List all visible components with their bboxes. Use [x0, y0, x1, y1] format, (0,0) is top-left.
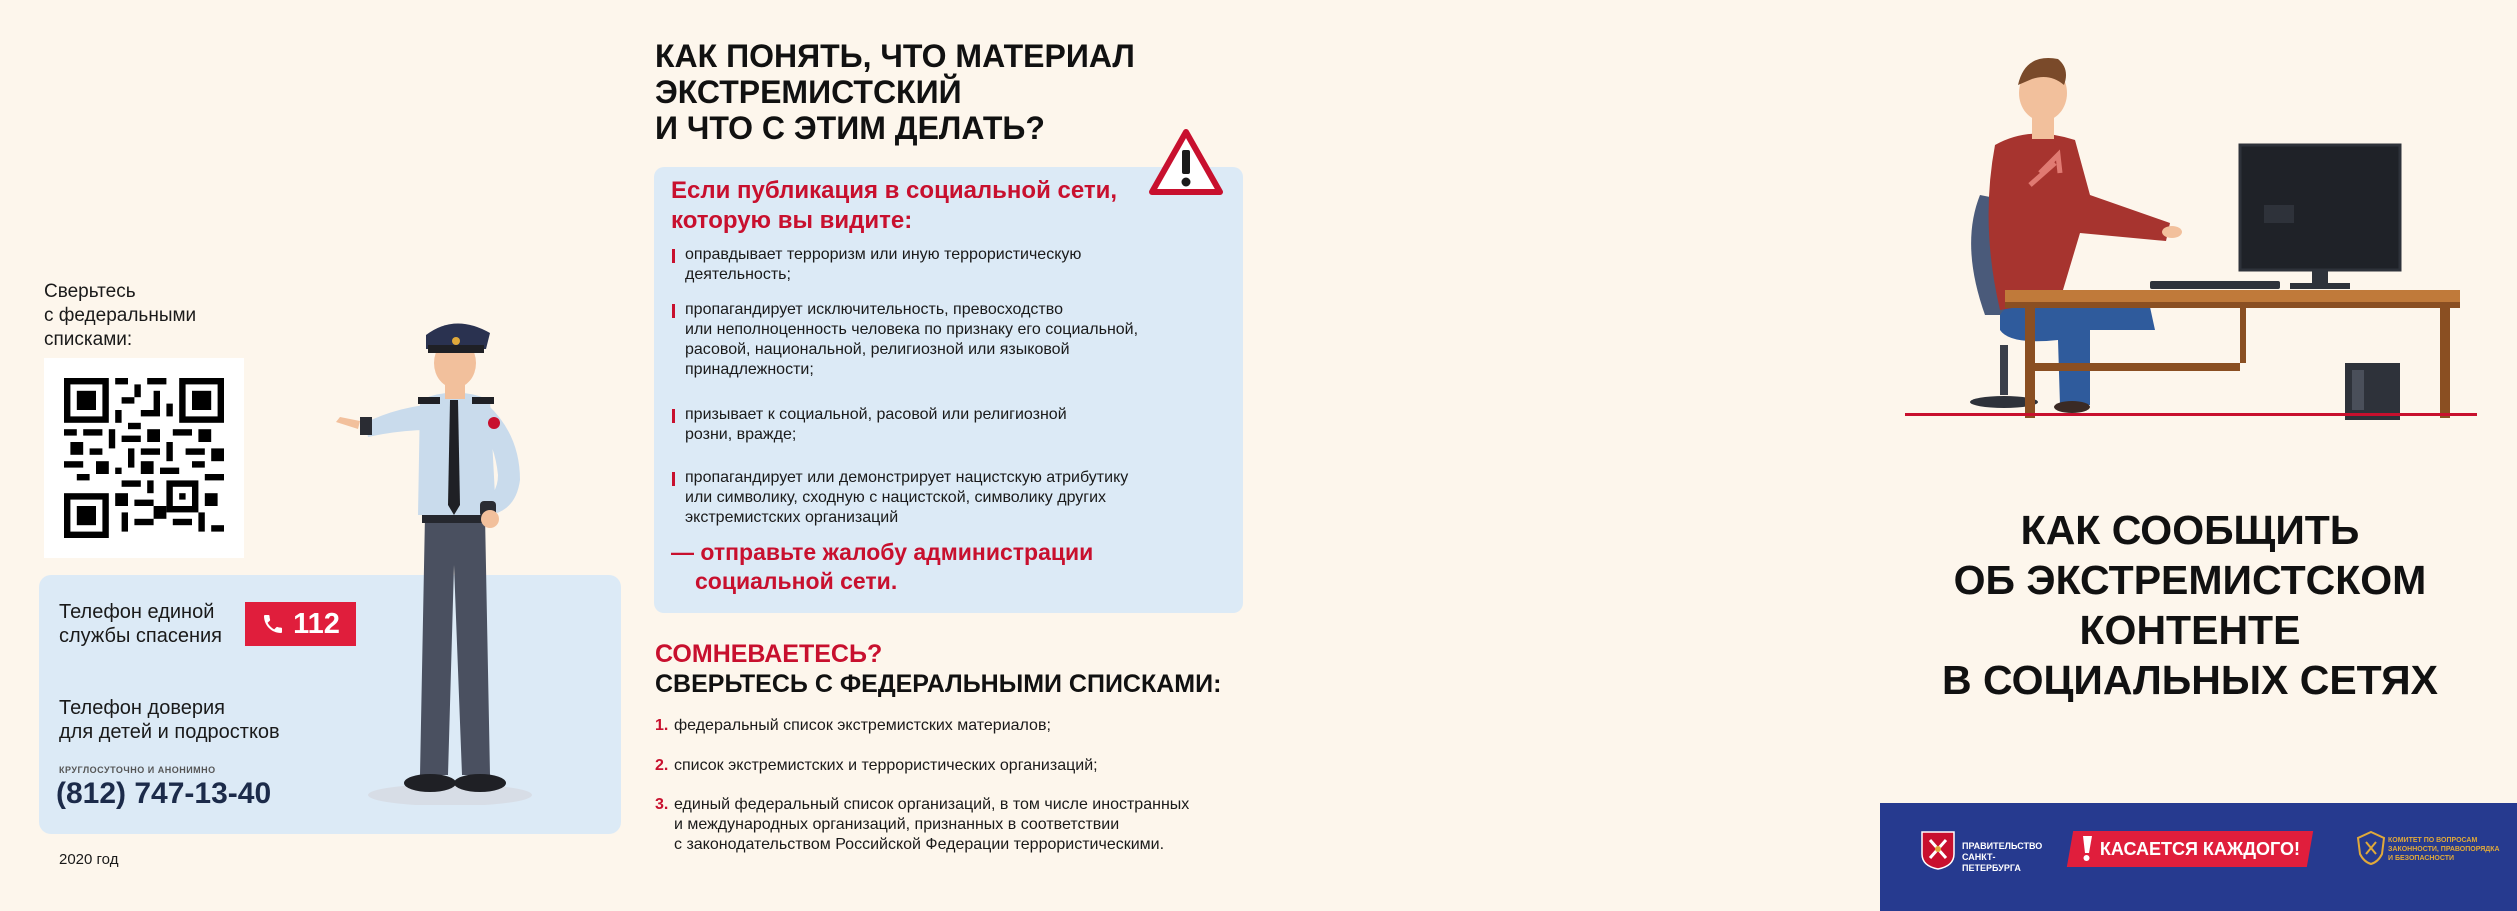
- qr-code-icon: [64, 378, 224, 538]
- anonymous-note: КРУГЛОСУТОЧНО И АНОНИМНО: [59, 765, 216, 775]
- year-label: 2020 год: [59, 851, 119, 868]
- spb-government-label: ПРАВИТЕЛЬСТВО САНКТ-ПЕТЕРБУРГА: [1962, 841, 2043, 873]
- criterion-item: призывает к социальной, расовой или религиозной розни, вражде;: [672, 405, 1225, 445]
- action-advice: — отправьте жалобу администрации социальной сети.: [671, 539, 1094, 594]
- phone-icon: [261, 612, 285, 636]
- trust-line-label: Телефон доверия для детей и подростков: [59, 697, 280, 743]
- committee-label: КОМИТЕТ ПО ВОПРОСАМ ЗАКОННОСТИ, ПРАВОПОРЯДКА И БЕЗОПАСНОСТИ: [2388, 837, 2500, 862]
- criteria-heading: Если публикация в социальной сети, которую вы видите:: [671, 177, 1118, 234]
- check-lists-label: Сверьтесь с федеральными списками:: [44, 281, 197, 350]
- list-item: 1. федеральный список экстремистских материалов;: [655, 717, 1051, 734]
- rescue-service-label: Телефон единой службы спасения: [59, 601, 223, 647]
- spb-government-emblem-icon[interactable]: [1920, 830, 1956, 870]
- trust-phone-number[interactable]: (812) 747-13-40: [56, 777, 272, 810]
- list-item: 2. список экстремистских и террористических организаций;: [655, 757, 1098, 774]
- criterion-item: оправдывает терроризм или иную террористическую деятельность;: [672, 245, 1225, 285]
- police-officer-illustration: [330, 305, 590, 805]
- committee-emblem-icon[interactable]: [2356, 830, 2386, 866]
- concerns-everyone-badge: КАСАЕТСЯ КАЖДОГО!: [2067, 831, 2313, 867]
- criterion-item: пропагандирует или демонстрирует нацистскую атрибутику или символику, сходную с нацистской, символику других экстремистских организаций: [672, 468, 1225, 528]
- doubt-heading: СОМНЕВАЕТЕСЬ?: [655, 640, 883, 668]
- floor-line: [1905, 413, 2477, 416]
- computer-user-illustration: [1940, 45, 2460, 420]
- emergency-112-badge[interactable]: 112: [245, 602, 356, 646]
- report-title: КАК СООБЩИТЬ ОБ ЭКСТРЕМИСТСКОМ КОНТЕНТЕ В СОЦИАЛЬНЫХ СЕТЯХ: [1941, 507, 2438, 703]
- check-lists-heading: СВЕРЬТЕСЬ С ФЕДЕРАЛЬНЫМИ СПИСКАМИ:: [655, 670, 1222, 698]
- qr-code[interactable]: [44, 358, 244, 558]
- criterion-item: пропагандирует исключительность, превосходство или неполноценность человека по признаку его социальной, расовой, национальной, религиозной или языковой принадлежности;: [672, 300, 1225, 380]
- exclamation-icon: [2080, 836, 2094, 862]
- main-title: КАК ПОНЯТЬ, ЧТО МАТЕРИАЛ ЭКСТРЕМИСТСКИЙ И ЧТО С ЭТИМ ДЕЛАТЬ?: [655, 38, 1135, 146]
- list-item: 3. единый федеральный список организаций, в том числе иностранных и международных организаций, признанных в соответствии с законодательством Российской Федерации террористическими.: [655, 796, 1190, 853]
